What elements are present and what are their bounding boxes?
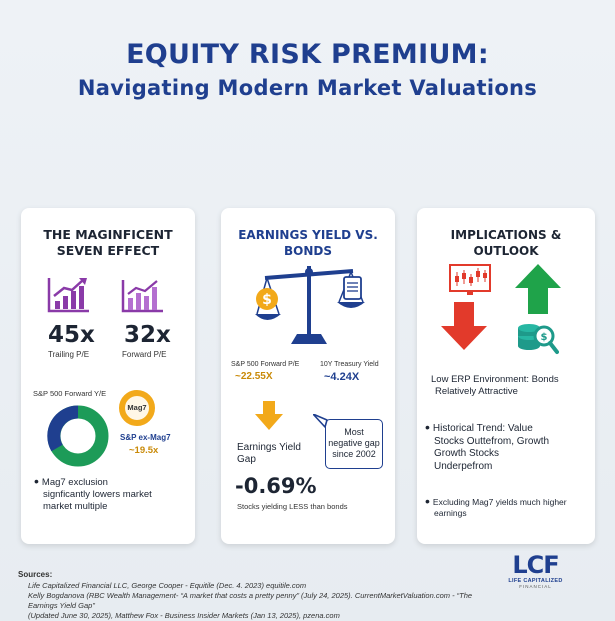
callout-pointer <box>313 414 329 428</box>
excluding-mag7-bullet: • Excluding Mag7 yields much higher earnings <box>425 493 567 518</box>
source-line: Life Capitalized Financial LLC, George Cooper - Equitile (Dec. 4. 2023) equitile.com <box>28 581 307 590</box>
treasury-value: ~4.24X <box>324 371 360 383</box>
treasury-label: 10Y Treasury Yield <box>320 361 379 368</box>
ex-mag7-label: S&P ex-Mag7 <box>120 433 171 442</box>
page-subtitle: Navigating Modern Market Valuations <box>77 76 538 100</box>
candlestick-monitor-icon <box>449 264 491 298</box>
source-line: Kelly Bogdanova (RBC Wealth Management- “A market that costs a pretty penny” (July 24, 2025). CurrentMarketValuation.com - “The Earnings Yield Gap” <box>28 591 473 610</box>
ex-mag7-value: ~19.5x <box>129 445 159 456</box>
sources-heading: Sources: <box>18 570 53 579</box>
historical-trend-bullet: • Historical Trend: Value Stocks Outtefrom, Growth Growth Stocks Underpefrom <box>425 419 550 472</box>
forward-pe-label: Forward P/E <box>122 350 167 359</box>
growth-chart-icon <box>47 276 91 314</box>
sources <box>18 570 498 621</box>
mag7-card-title: THE MAGINFICENT SEVEN EFFECT <box>43 227 173 258</box>
mag7-bullet: • Mag7 exclusion signficantly lowers market market multiple <box>34 473 152 512</box>
lcf-logo: LCF LIFE CAPITALIZED FINANCIAL <box>508 551 563 589</box>
sp-forward-value: ~22.55X <box>235 371 273 382</box>
bar-growth-icon <box>121 278 165 314</box>
page-title: EQUITY RISK PREMIUM: <box>126 39 489 70</box>
coins-magnifier-icon <box>515 316 559 356</box>
gap-value: -0.69% <box>235 474 317 498</box>
low-erp-text: Low ERP Environment: Bonds Relatively Attractive <box>431 374 559 397</box>
gap-note: Stocks yielding LESS than bonds <box>237 502 348 511</box>
mag7-card <box>21 208 195 544</box>
earnings-yield-card <box>221 208 395 544</box>
donut-label: S&P 500 Forward Y/E <box>33 389 107 398</box>
document-icon <box>343 276 363 300</box>
mag7-badge: Mag7 <box>127 403 147 412</box>
outlook-card-title: IMPLICATIONS & OUTLOOK <box>450 228 562 258</box>
trailing-pe-label: Trailing P/E <box>48 350 90 359</box>
sp-forward-label: S&P 500 Forward P/E <box>231 361 300 368</box>
up-arrow-icon <box>515 264 561 314</box>
dollar-coin-icon <box>255 287 279 311</box>
source-line: (Updated June 30, 2025), Matthew Fox - Business Insider Markets (Jan 13, 2025), pzena.com <box>28 611 340 620</box>
sp500-donut-chart <box>45 403 111 469</box>
svg-text:$: $ <box>540 332 548 343</box>
negative-gap-callout: Most negative gap since 2002 <box>325 419 383 469</box>
page-header <box>0 38 615 102</box>
gap-label: Earnings Yield Gap <box>237 442 301 465</box>
forward-pe-value: 32x <box>124 322 171 348</box>
svg-text:$: $ <box>262 292 272 308</box>
down-arrow-icon <box>255 401 283 431</box>
trailing-pe-value: 45x <box>48 322 95 348</box>
outlook-card <box>417 208 595 544</box>
down-arrow-icon <box>441 302 487 350</box>
earnings-yield-card-title: EARNINGS YIELD VS. BONDS <box>238 228 378 258</box>
